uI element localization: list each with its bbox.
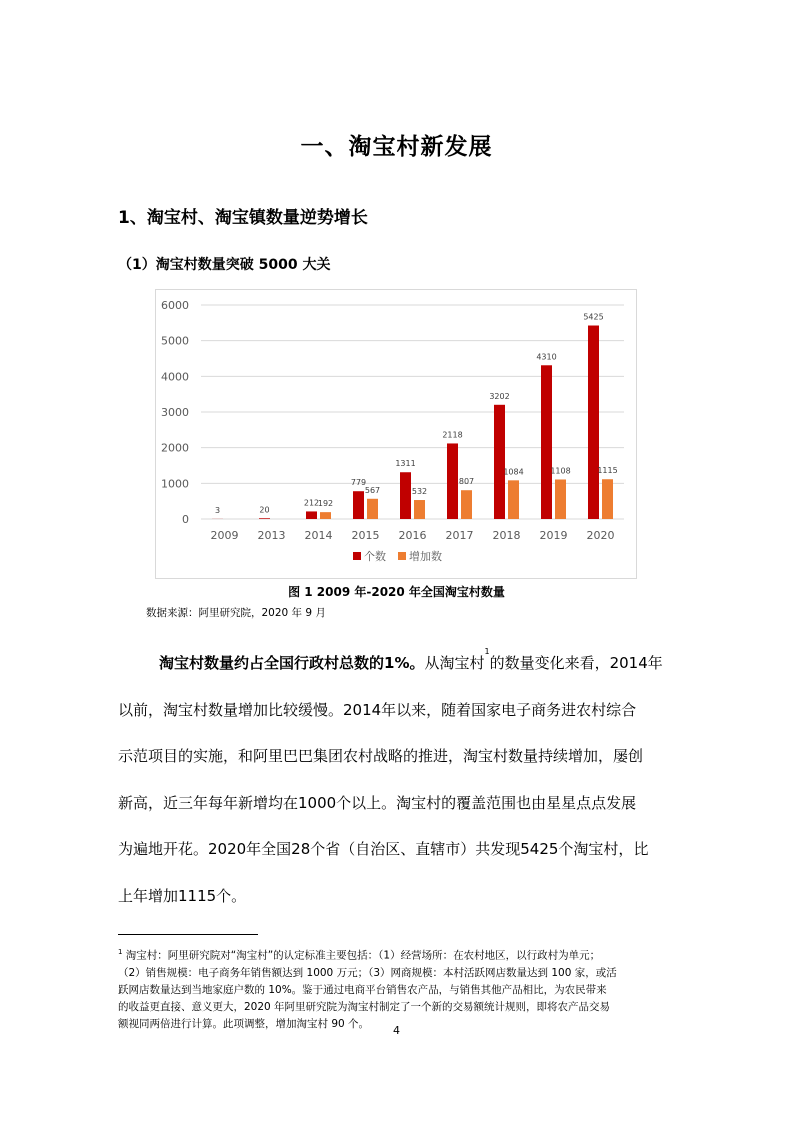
legend-label: 个数 [364,550,386,563]
data-label: 1084 [503,467,524,477]
page-number: 4 [393,1024,400,1037]
body-paragraph [118,640,676,919]
data-label: 807 [458,477,475,487]
x-tick-label: 2009 [210,529,239,542]
footnote-marker: 1 [118,948,123,956]
bar-count [494,405,505,519]
y-tick-label: 3000 [161,406,189,419]
x-tick-label: 2014 [304,529,333,542]
footnote-ref[interactable]: 1 [484,647,490,656]
bar-count [306,511,317,519]
x-tick-label: 2020 [586,529,615,542]
paragraph-line: 新高，近三年每年新增均在1000个以上。淘宝村的覆盖范围也由星星点点发展 [118,793,637,812]
footnote-line: 跃网店数量达到当地家庭户数的 10%。鉴于通过电商平台销售农产品，与销售其他产品相比，为农民带来 [118,983,607,996]
x-tick-label: 2018 [492,529,521,542]
data-label: 532 [411,487,428,497]
footnote-line [118,944,676,965]
data-label: 779 [350,478,367,488]
footnote-line: 额视同两倍进行计算。此项调整，增加淘宝村 90 个。 [118,1017,370,1030]
figure-source: 数据来源：阿里研究院，2020 年 9 月 [146,607,326,619]
data-label: 192 [317,499,334,509]
legend-swatch-increase [398,552,406,560]
bar-count [541,365,552,519]
bar-count [353,491,364,519]
data-label: 3202 [489,391,510,401]
subsection-heading: （1）淘宝村数量突破 5000 大关 [118,257,331,273]
bar-increase [320,512,331,519]
data-label: 3 [214,505,221,515]
bar-increase [602,479,613,519]
bar-increase [367,499,378,519]
legend-swatch-count [353,552,361,560]
paragraph-line: 以前，淘宝村数量增加比较缓慢。2014年以来，随着国家电子商务进农村综合 [118,700,637,719]
data-label: 1108 [550,466,571,476]
footnote-line: 的收益更直接、意义更大，2020 年阿里研究院为淘宝村制定了一个新的交易额统计规则，即将农产品交易 [118,1000,611,1013]
data-label: 4310 [536,352,557,362]
y-tick-label: 2000 [161,441,189,455]
x-tick-label: 2017 [445,529,474,542]
section-heading: 1、淘宝村、淘宝镇数量逆势增长 [118,208,368,228]
paragraph-text: 从淘宝村 [424,654,485,672]
chart-container [155,289,637,579]
bar-count [447,443,458,519]
page-title: 一、淘宝村新发展 [300,134,493,160]
data-label: 1311 [395,459,416,469]
data-label: 20 [259,505,270,515]
bar-increase [414,500,425,519]
figure-caption: 图 1 2009 年-2020 年全国淘宝村数量 [288,585,505,599]
footnote-divider [118,934,258,935]
bar-count [259,518,270,519]
data-label: 212 [303,498,320,508]
data-label: 5425 [583,312,604,322]
bar-increase [555,479,566,519]
x-tick-label: 2015 [351,529,380,542]
bold-lead: 淘宝村数量约占全国行政村总数的1%。 [159,654,425,672]
paragraph-text: 的数量变化来看，2014年 [489,654,663,672]
footnote-text: 淘宝村：阿里研究院对“淘宝村”的认定标准主要包括：（1）经营场所：在农村地区，以行政村为单元； [122,949,601,962]
bar-chart [156,290,638,580]
y-tick-label: 0 [182,513,189,526]
y-tick-label: 6000 [161,299,189,312]
x-tick-label: 2019 [539,529,568,542]
paragraph-line: 为遍地开花。2020年全国28个省（自治区、直辖市）共发现5425个淘宝村，比 [118,840,649,858]
footnote-line: （2）销售规模：电子商务年销售额达到 1000 万元；（3）网商规模：本村活跃网店数量达到 100 家，或活 [118,966,617,979]
y-tick-label: 5000 [161,334,189,348]
bar-count [400,472,411,519]
x-tick-label: 2016 [398,529,427,542]
legend-label: 增加数 [409,550,442,563]
data-label: 1115 [597,466,618,476]
data-label: 567 [364,485,381,495]
paragraph-line: 上年增加1115个。 [118,886,247,905]
data-label: 2118 [442,430,463,440]
x-tick-label: 2013 [257,529,286,542]
bar-count [588,326,599,519]
paragraph-line [118,640,676,687]
footnote [118,944,676,1033]
paragraph-line: 示范项目的实施，和阿里巴巴集团农村战略的推进，淘宝村数量持续增加，屡创 [118,747,644,765]
y-tick-label: 1000 [161,477,189,491]
bar-increase [461,490,472,519]
y-tick-label: 4000 [161,370,189,384]
bar-increase [508,480,519,519]
